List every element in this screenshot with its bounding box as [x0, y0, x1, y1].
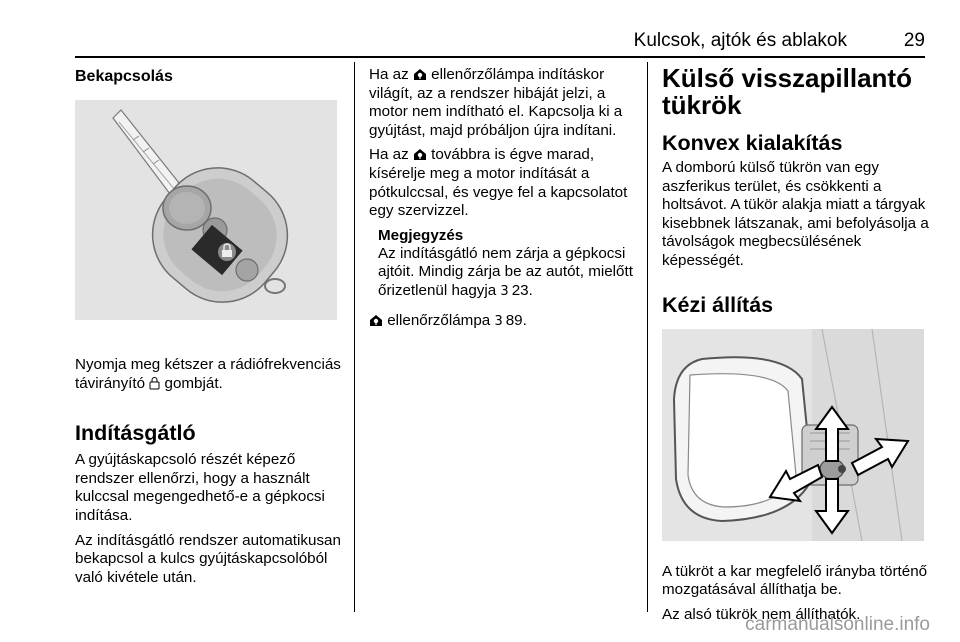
lock-icon — [149, 376, 160, 390]
reference-arrow-icon: 3 — [500, 283, 509, 299]
heading-indiatasgatlo: Indításgátló — [75, 421, 196, 446]
watermark: carmanualsonline.info — [745, 614, 930, 635]
page-header — [75, 26, 925, 56]
paragraph-lower-mirrors: Az alsó tükrök nem állíthatók. — [662, 605, 861, 623]
column-1 — [75, 66, 345, 593]
note-box — [378, 227, 637, 302]
column-divider-2 — [647, 62, 648, 612]
column-2 — [369, 66, 637, 337]
chapter-title: Kulcsok, ajtók és ablakok — [633, 30, 847, 51]
note-title: Megjegyzés — [378, 226, 464, 244]
paragraph-manual-adjust: A tükröt a kar megfelelő irányba történő mozgatásával állíthatja be. — [662, 562, 928, 599]
note-text: Az indításgátló nem zárja a gépkocsi ajtóit. Mindig zárja be az autót, mielőtt őrizetlenül hagyja 3 23. — [378, 245, 637, 302]
paragraph-immobiliser-auto: Az indításgátló rendszer automatikusan bekapcsol a kulcs gyújtáskapcsolóból való kivétele után. — [75, 531, 341, 586]
immobiliser-warning-icon — [369, 314, 383, 327]
page-reference[interactable]: 89 — [505, 311, 523, 329]
section-title-bekapcsolas: Bekapcsolás — [75, 68, 173, 85]
paragraph-warning-on-start: Ha az ellenőrzőlámpa indításkor világít, az a rendszer hibáját jelzi, a motor nem indítható el. Kapcsolja ki a gyújtást, majd próbáljon újra indítani. — [369, 66, 623, 139]
header-rule — [75, 56, 925, 58]
page-reference[interactable]: 23 — [511, 281, 529, 299]
paragraph-press-remote: Nyomja meg kétszer a rádiófrekvenciás távirányító gombját. — [75, 356, 341, 392]
page-number: 29 — [903, 30, 925, 51]
paragraph-immobiliser-system: A gyújtáskapcsoló részét képező rendszer ellenőrzi, hogy a használt kulccsal megengedhető-e a gépkocsi indítása. — [75, 451, 325, 524]
remote-key-illustration — [75, 100, 337, 320]
column-3 — [662, 63, 932, 630]
reference-arrow-icon: 3 — [494, 313, 503, 329]
subheading-convex: Konvex kialakítás — [662, 131, 843, 155]
paragraph-warning-stays-on: Ha az továbbra is égve marad, kísérelje meg a motor indítását a pótkulccsal, és vegye fel a kapcsolatot egy szervizzel. — [369, 146, 628, 220]
paragraph-convex: A domború külső tükrön van egy aszferikus terület, és csökkenti a holtsávot. A tükör alakja miatt a tárgyak kisebbnek látszanak, ami befolyásolja a távolságok megbecsülésének képességét. — [662, 159, 929, 269]
mirror-adjust-illustration — [662, 329, 924, 541]
subheading-manual-adjust: Kézi állítás — [662, 292, 774, 317]
column-divider-1 — [354, 62, 355, 612]
paragraph-warning-light-ref: ellenőrzőlámpa 3 89. — [369, 312, 637, 332]
heading-external-mirrors: Külső visszapillantó tükrök — [662, 63, 912, 120]
immobiliser-warning-icon — [413, 148, 427, 161]
immobiliser-warning-icon — [413, 68, 427, 81]
